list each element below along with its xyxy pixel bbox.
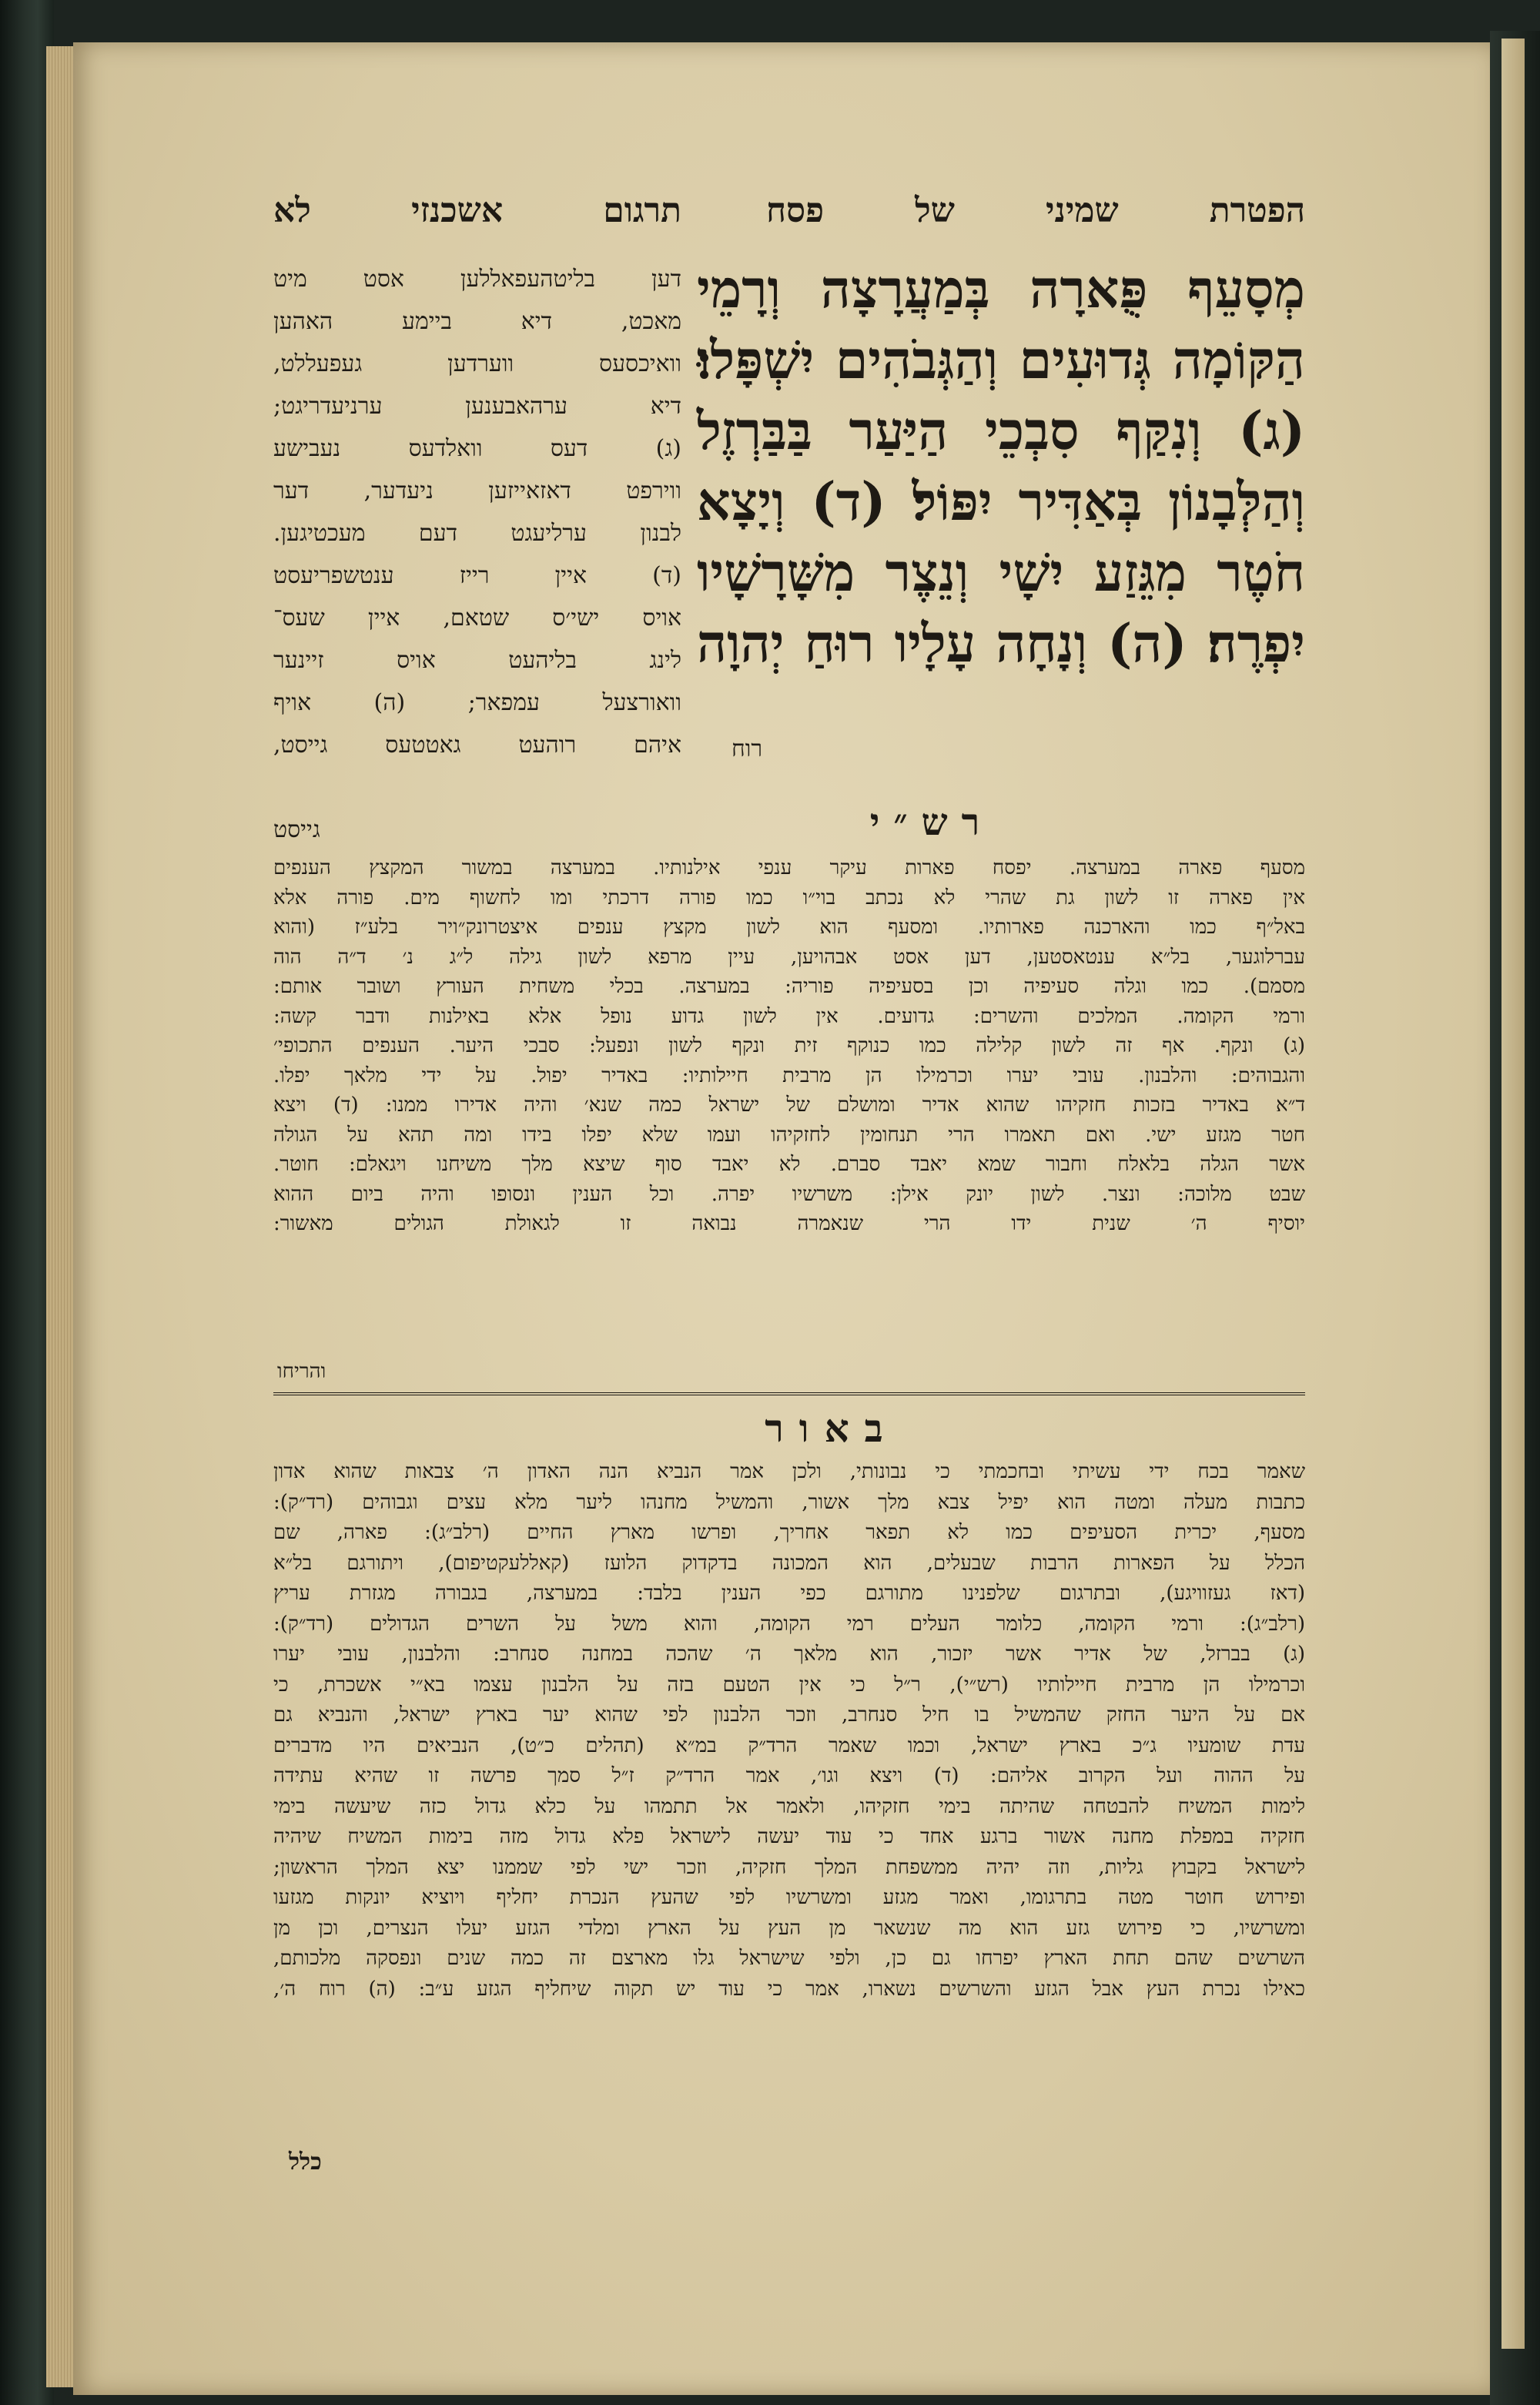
page-edges bbox=[46, 46, 77, 2387]
rashi-line: מסמם). כמו וגלה סעיפיה וכן בסעיפיה פוריה: במערצה. בכלי משחית העורץ ושובר אותם: bbox=[273, 975, 1305, 998]
targum-line: לינג בליהעט אויס זיינער bbox=[273, 647, 681, 674]
biur-line: שאמר בכח ידי עשיתי ובחכמתי כי נבונותי, ולכן אמר הנביא הנה האדון ה׳ צבאות שהוא אדון bbox=[273, 1460, 1305, 1483]
scripture-line: הַקּוֹמָה גְּדוּעִים וְהַגְּבֹהִים יִשְׁפָּלוּ׃ bbox=[697, 330, 1305, 391]
rashi-catchword: והריחו bbox=[277, 1360, 326, 1383]
biur-line: חזקיה במפלת מחנה אשור ברגע אחד כי עוד יעשה לישראל פלא גדול מזה בימות המשיח שיהיה bbox=[273, 1825, 1305, 1848]
biur-line: ומשרשיו, כי פירוש גזע הוא מה שנשאר מן העץ על הארץ ומלדי הגזע יעלו הנצרים, וכן מן bbox=[273, 1916, 1305, 1940]
targum-line: (ד) איין רייז ענטשפריעסט bbox=[273, 562, 681, 589]
targum-column bbox=[273, 258, 681, 766]
next-page-edge bbox=[1502, 39, 1525, 2349]
rashi-line: אין פארה זו לשון גת שהרי לא נכתב בוי״ו כמו פורה דרכתי ומו לחשוף מים. פורה אלא bbox=[273, 886, 1305, 909]
biur-line: אם על היער החזק שהמשיל בו חיל סנחרב, וזכר הלבנון לפי שהוא יער בארץ ישראל, והנביא גם bbox=[273, 1703, 1305, 1727]
rashi-line: חטר מגזע ישי. ואם תאמרו הרי תנחומין לחזקיהו ועמו שלא יפלו בידו ומה תהא על הגולה bbox=[273, 1123, 1305, 1147]
targum-catchword: גייסט bbox=[273, 816, 320, 843]
rashi-line: יוסיף ה׳ שנית ידו הרי שנאמרה נבואה זו לגאולת הגולים מאשור: bbox=[273, 1212, 1305, 1235]
biur-line: עדת שומעיו ג״כ בארץ ישראל, וכמו שאמר הרד״ק במ״א (תהלים כ״ט), הנביאים היו מדברים bbox=[273, 1733, 1305, 1757]
page-number: לא bbox=[273, 191, 311, 230]
rashi-title: רש״י bbox=[869, 801, 994, 844]
biur-catchword: כלל bbox=[289, 2149, 322, 2176]
targum-line: מאכט, דיא ביימע האהען bbox=[273, 308, 681, 335]
targum-line: אויס ישי׳ס שטאם, איין שעס־ bbox=[273, 605, 681, 631]
scripture-catchword: רוח bbox=[732, 735, 763, 762]
biur-line: ופירוש חוטר מטה בתרגומו, ואמר מגזע ומשרשיו לפי שהעץ הנכרת יחליף ויוציא יונקות מגזעו bbox=[273, 1886, 1305, 1909]
targum-title: תרגום אשכנזי bbox=[411, 191, 681, 230]
rashi-commentary bbox=[273, 853, 1305, 1239]
targum-line: וואיכסעס ווערדען געפעללט, bbox=[273, 350, 681, 377]
biur-line: (דאז געזוויגע), ובתרגום שלפנינו מתורגם כפי הענין בלבד: במערצה, בגבורה מגזרת עריץ bbox=[273, 1582, 1305, 1605]
rashi-line: והגבוהים: והלבנון. עובי יערו וכרמילו הן מרבית חיילותיו: באדיר יפול. על ידי מלאך יפלו. bbox=[273, 1063, 1305, 1087]
scripture-text bbox=[697, 254, 1305, 679]
scripture-line: וְהַלְּבָנוֹן בְּאַדִּיר יִפּוֹל׃ (ד) וְיָצָא bbox=[697, 471, 1305, 533]
biur-line: (רלב״ג): ורמי הקומה, כלומר העלים רמי הקומה, והוא משל על השרים הגדולים (רד״ק): bbox=[273, 1612, 1305, 1636]
targum-line: לבנון ערליעגט דעם מעכטיגען. bbox=[273, 520, 681, 547]
rashi-line: שבט מלוכה: ונצר. לשון יונק אילן: משרשיו יפרה. וכל הענין ונסופו והיה ביום ההוא bbox=[273, 1182, 1305, 1206]
biur-title: באור bbox=[765, 1405, 899, 1451]
scripture-line: יִפְרֶה׃ (ה) וְנָחָה עָלָיו רוּחַ יְהוָה bbox=[697, 613, 1305, 675]
targum-line: ווירפט דאזאייזען ניעדער, דער bbox=[273, 477, 681, 504]
rashi-line: מסעף פארה במערצה. יפסח פארות עיקר ענפי אילנותיו. במערצה במשור המקצץ הענפים bbox=[273, 856, 1305, 879]
biur-line: כתבות מעלה ומטה הוא יפיל צבא מלך אשור, והמשיל מחנהו ליער מלא עצים וגבוהים (רד״ק): bbox=[273, 1490, 1305, 1514]
targum-line: וואורצעל עמפאר; (ה) אויף bbox=[273, 689, 681, 716]
biur-line: (ג) בברזל, של אדיר אשר יזכור, הוא מלאך ה׳ שהכה במחנה סנחרב: והלבנון, עובי יערו bbox=[273, 1643, 1305, 1666]
targum-line: דען בליטהעפאללען אסט מיט bbox=[273, 266, 681, 293]
biur-line: כאילו נכרת העץ אבל הגזע והשרשים נשארו, אמר כי עוד יש תקוה שיחליף הגזע ע״ב: (ה) רוח ה׳, bbox=[273, 1977, 1305, 2001]
biur-line: השרשים שהם תחת הארץ יפרחו גם כן, ולפי שישראל גלו מארצם זה כמה שנים ונפסקה מלכותם, bbox=[273, 1947, 1305, 1970]
rashi-line: (ג) ונקף. אף זה לשון קלילה כמו כנוקף זית ונקף לשון ונפעל: סבכי היער. הענפים התכופי׳ bbox=[273, 1034, 1305, 1057]
biur-line: וכרמילו הן מרבית חיילותיו (רש״י), ר״ל כי אין הטעם בזה על הלבנון עצמו בא״י אשכרת, כי bbox=[273, 1673, 1305, 1697]
biur-line: לימות המשיח להבטחה שהיתה בימי חזקיהו, ולאמר אל תתמהו על כלא גדול כזה שיעשה בימי bbox=[273, 1794, 1305, 1818]
targum-heading bbox=[273, 191, 681, 230]
rashi-line: ורמי הקומה. המלכים והשרים: גדועים. אין לשון גדוע נופל אלא באילנות ודבר קשה: bbox=[273, 1004, 1305, 1028]
rashi-line: ד״א באדיר בזכות חזקיהו שהוא אדיר ומושלם של ישראל כמה שנא׳ והיה אדירו ממנו: (ד) ויצא bbox=[273, 1094, 1305, 1117]
biur-line: הכלל על הפארות הרבות שבעלים, הוא המכונה בדקדוק הלועז (קאללעקטיפום), ויתורגם בל״א bbox=[273, 1551, 1305, 1575]
rashi-line: אשר הגלה בלאלח וחבור שמא יאבד סברם. לא יאבד סוף שיצא מלך משיחנו ויגאלם: חוטר. bbox=[273, 1153, 1305, 1176]
biur-commentary bbox=[273, 1457, 1305, 2005]
rashi-line: באל״ף כמו והארכנה פארותיו. ומסעף הוא לשון מקצץ ענפים איצטרונק״ויר בלע״ז (והוא bbox=[273, 916, 1305, 939]
haftarah-title: הפטרת שמיני של פסח bbox=[766, 191, 1305, 230]
rashi-line: עברלוגער, בל״א ענטאסטען, דען אסט אבהויען, עיין מרפא לשון גילה ל״ג נ׳ ד״ה הוה bbox=[273, 945, 1305, 969]
targum-line: איהם רוהעט גאטטעס גייסט, bbox=[273, 732, 681, 759]
section-divider bbox=[273, 1392, 1305, 1395]
targum-line: דיא ערהאבענען ערניעדריגט; bbox=[273, 393, 681, 420]
targum-line: (ג) דעס וואלדעס נעבישע bbox=[273, 435, 681, 462]
scripture-line: מְסָעֵף פֻּארָה בְּמַעֲרָצָה וְרָמֵי bbox=[697, 259, 1305, 320]
scripture-line: (ג) וְנִקַּף סִבְכֵי הַיַּעַר בַּבַּרְזֶל bbox=[697, 400, 1305, 462]
biur-line: מסעף, יכרית הסעיפים כמו לא תפאר אחריך, ופרשו מארץ החיים (רלב״ג): פארה, שם bbox=[273, 1521, 1305, 1544]
haftarah-heading bbox=[766, 191, 1305, 230]
biur-line: על ההוה ועל הקרוב אליהם: (ד) ויצא וגו׳, אמר הרד״ק ז״ל סמך פרשה זו שהיא עתידה bbox=[273, 1764, 1305, 1787]
scripture-line: חֹטֶר מִגֵּזַע יִשָׁי וְנֵצֶר מִשָּׁרָשָׁיו bbox=[697, 542, 1305, 604]
biur-line: לישראל בקבוץ גליות, וזה יהיה ממשפחת המלך חזקיה, וזכר ישי לפי שממנו יצא המלך הראשון; bbox=[273, 1855, 1305, 1879]
